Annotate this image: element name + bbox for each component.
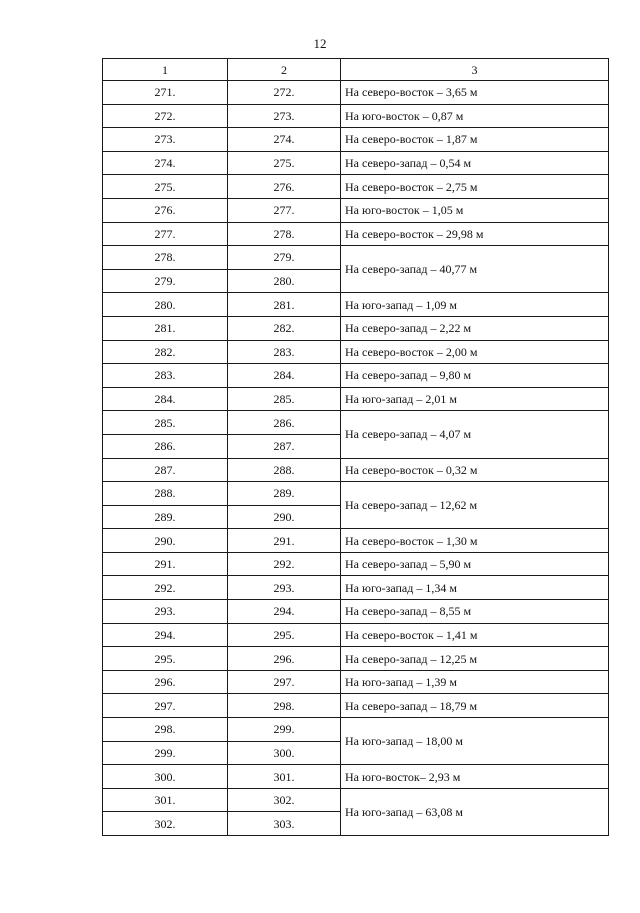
to-point-cell: 273. bbox=[228, 104, 341, 128]
to-point-cell: 297. bbox=[228, 670, 341, 694]
from-point-cell: 295. bbox=[103, 647, 228, 671]
to-point-cell: 281. bbox=[228, 293, 341, 317]
table-row bbox=[103, 647, 609, 671]
table-row bbox=[103, 340, 609, 364]
direction-distance-cell: На северо-запад – 18,79 м bbox=[341, 694, 609, 718]
table-row bbox=[103, 316, 609, 340]
from-point-cell: 287. bbox=[103, 458, 228, 482]
from-point-cell: 301. bbox=[103, 788, 228, 812]
direction-distance-cell: На северо-запад – 2,22 м bbox=[341, 316, 609, 340]
to-point-cell: 285. bbox=[228, 387, 341, 411]
from-point-cell: 296. bbox=[103, 670, 228, 694]
direction-distance-cell: На северо-восток – 1,30 м bbox=[341, 529, 609, 553]
from-point-cell: 298. bbox=[103, 718, 228, 742]
table-row bbox=[103, 175, 609, 199]
from-point-cell: 274. bbox=[103, 151, 228, 175]
table-row bbox=[103, 81, 609, 105]
from-point-cell: 288. bbox=[103, 482, 228, 506]
to-point-cell: 275. bbox=[228, 151, 341, 175]
direction-distance-cell: На северо-запад – 0,54 м bbox=[341, 151, 609, 175]
to-point-cell: 303. bbox=[228, 812, 341, 836]
direction-distance-cell: На северо-запад – 40,77 м bbox=[341, 246, 609, 293]
table-row bbox=[103, 364, 609, 388]
to-point-cell: 302. bbox=[228, 788, 341, 812]
table-row bbox=[103, 694, 609, 718]
column-header-1: 1 bbox=[103, 59, 228, 81]
from-point-cell: 277. bbox=[103, 222, 228, 246]
from-point-cell: 279. bbox=[103, 269, 228, 293]
from-point-cell: 272. bbox=[103, 104, 228, 128]
to-point-cell: 294. bbox=[228, 600, 341, 624]
to-point-cell: 278. bbox=[228, 222, 341, 246]
column-header-3: 3 bbox=[341, 59, 609, 81]
from-point-cell: 280. bbox=[103, 293, 228, 317]
page-number: 12 bbox=[313, 36, 327, 51]
to-point-cell: 298. bbox=[228, 694, 341, 718]
direction-distance-cell: На юго-запад – 1,34 м bbox=[341, 576, 609, 600]
to-point-cell: 274. bbox=[228, 128, 341, 152]
table-row bbox=[103, 104, 609, 128]
from-point-cell: 271. bbox=[103, 81, 228, 105]
to-point-cell: 293. bbox=[228, 576, 341, 600]
table-row bbox=[103, 128, 609, 152]
table-row bbox=[103, 600, 609, 624]
table-row bbox=[103, 670, 609, 694]
direction-distance-cell: На северо-запад – 9,80 м bbox=[341, 364, 609, 388]
table-row bbox=[103, 458, 609, 482]
from-point-cell: 273. bbox=[103, 128, 228, 152]
table-row bbox=[103, 387, 609, 411]
from-point-cell: 275. bbox=[103, 175, 228, 199]
from-point-cell: 276. bbox=[103, 198, 228, 222]
to-point-cell: 287. bbox=[228, 434, 341, 458]
direction-distance-cell: На северо-восток – 3,65 м bbox=[341, 81, 609, 105]
table-row bbox=[103, 529, 609, 553]
direction-distance-cell: На юго-восток – 0,87 м bbox=[341, 104, 609, 128]
to-point-cell: 292. bbox=[228, 552, 341, 576]
table-row bbox=[103, 482, 609, 506]
to-point-cell: 288. bbox=[228, 458, 341, 482]
from-point-cell: 278. bbox=[103, 246, 228, 270]
from-point-cell: 282. bbox=[103, 340, 228, 364]
direction-distance-cell: На юго-запад – 1,09 м bbox=[341, 293, 609, 317]
direction-distance-cell: На северо-восток – 29,98 м bbox=[341, 222, 609, 246]
boundary-points-table bbox=[102, 58, 609, 836]
table-row bbox=[103, 552, 609, 576]
column-header-2: 2 bbox=[228, 59, 341, 81]
table-row bbox=[103, 293, 609, 317]
table-row bbox=[103, 718, 609, 742]
direction-distance-cell: На северо-восток – 2,75 м bbox=[341, 175, 609, 199]
to-point-cell: 296. bbox=[228, 647, 341, 671]
to-point-cell: 289. bbox=[228, 482, 341, 506]
to-point-cell: 279. bbox=[228, 246, 341, 270]
to-point-cell: 286. bbox=[228, 411, 341, 435]
direction-distance-cell: На юго-запад – 1,39 м bbox=[341, 670, 609, 694]
direction-distance-cell: На северо-восток – 1,41 м bbox=[341, 623, 609, 647]
direction-distance-cell: На северо-восток – 1,87 м bbox=[341, 128, 609, 152]
table-row bbox=[103, 151, 609, 175]
to-point-cell: 299. bbox=[228, 718, 341, 742]
to-point-cell: 277. bbox=[228, 198, 341, 222]
from-point-cell: 292. bbox=[103, 576, 228, 600]
from-point-cell: 285. bbox=[103, 411, 228, 435]
from-point-cell: 290. bbox=[103, 529, 228, 553]
to-point-cell: 295. bbox=[228, 623, 341, 647]
to-point-cell: 291. bbox=[228, 529, 341, 553]
direction-distance-cell: На северо-запад – 12,25 м bbox=[341, 647, 609, 671]
to-point-cell: 283. bbox=[228, 340, 341, 364]
from-point-cell: 286. bbox=[103, 434, 228, 458]
table-row bbox=[103, 576, 609, 600]
from-point-cell: 283. bbox=[103, 364, 228, 388]
direction-distance-cell: На юго-запад – 63,08 м bbox=[341, 788, 609, 835]
table-row bbox=[103, 198, 609, 222]
to-point-cell: 282. bbox=[228, 316, 341, 340]
to-point-cell: 300. bbox=[228, 741, 341, 765]
direction-distance-cell: На северо-запад – 8,55 м bbox=[341, 600, 609, 624]
direction-distance-cell: На северо-запад – 12,62 м bbox=[341, 482, 609, 529]
from-point-cell: 281. bbox=[103, 316, 228, 340]
table-row bbox=[103, 623, 609, 647]
from-point-cell: 297. bbox=[103, 694, 228, 718]
from-point-cell: 284. bbox=[103, 387, 228, 411]
direction-distance-cell: На юго-запад – 2,01 м bbox=[341, 387, 609, 411]
to-point-cell: 284. bbox=[228, 364, 341, 388]
direction-distance-cell: На юго-запад – 18,00 м bbox=[341, 718, 609, 765]
to-point-cell: 290. bbox=[228, 505, 341, 529]
table-row bbox=[103, 765, 609, 789]
table-body bbox=[103, 59, 609, 836]
from-point-cell: 291. bbox=[103, 552, 228, 576]
direction-distance-cell: На северо-восток – 2,00 м bbox=[341, 340, 609, 364]
direction-distance-cell: На северо-запад – 5,90 м bbox=[341, 552, 609, 576]
from-point-cell: 300. bbox=[103, 765, 228, 789]
from-point-cell: 294. bbox=[103, 623, 228, 647]
from-point-cell: 289. bbox=[103, 505, 228, 529]
from-point-cell: 299. bbox=[103, 741, 228, 765]
table-row bbox=[103, 788, 609, 812]
direction-distance-cell: На юго-восток – 1,05 м bbox=[341, 198, 609, 222]
table-row bbox=[103, 411, 609, 435]
to-point-cell: 276. bbox=[228, 175, 341, 199]
table-header-row bbox=[103, 59, 609, 81]
direction-distance-cell: На северо-запад – 4,07 м bbox=[341, 411, 609, 458]
direction-distance-cell: На северо-восток – 0,32 м bbox=[341, 458, 609, 482]
table-row bbox=[103, 246, 609, 270]
direction-distance-cell: На юго-восток– 2,93 м bbox=[341, 765, 609, 789]
from-point-cell: 302. bbox=[103, 812, 228, 836]
to-point-cell: 280. bbox=[228, 269, 341, 293]
table-row bbox=[103, 222, 609, 246]
to-point-cell: 301. bbox=[228, 765, 341, 789]
to-point-cell: 272. bbox=[228, 81, 341, 105]
from-point-cell: 293. bbox=[103, 600, 228, 624]
